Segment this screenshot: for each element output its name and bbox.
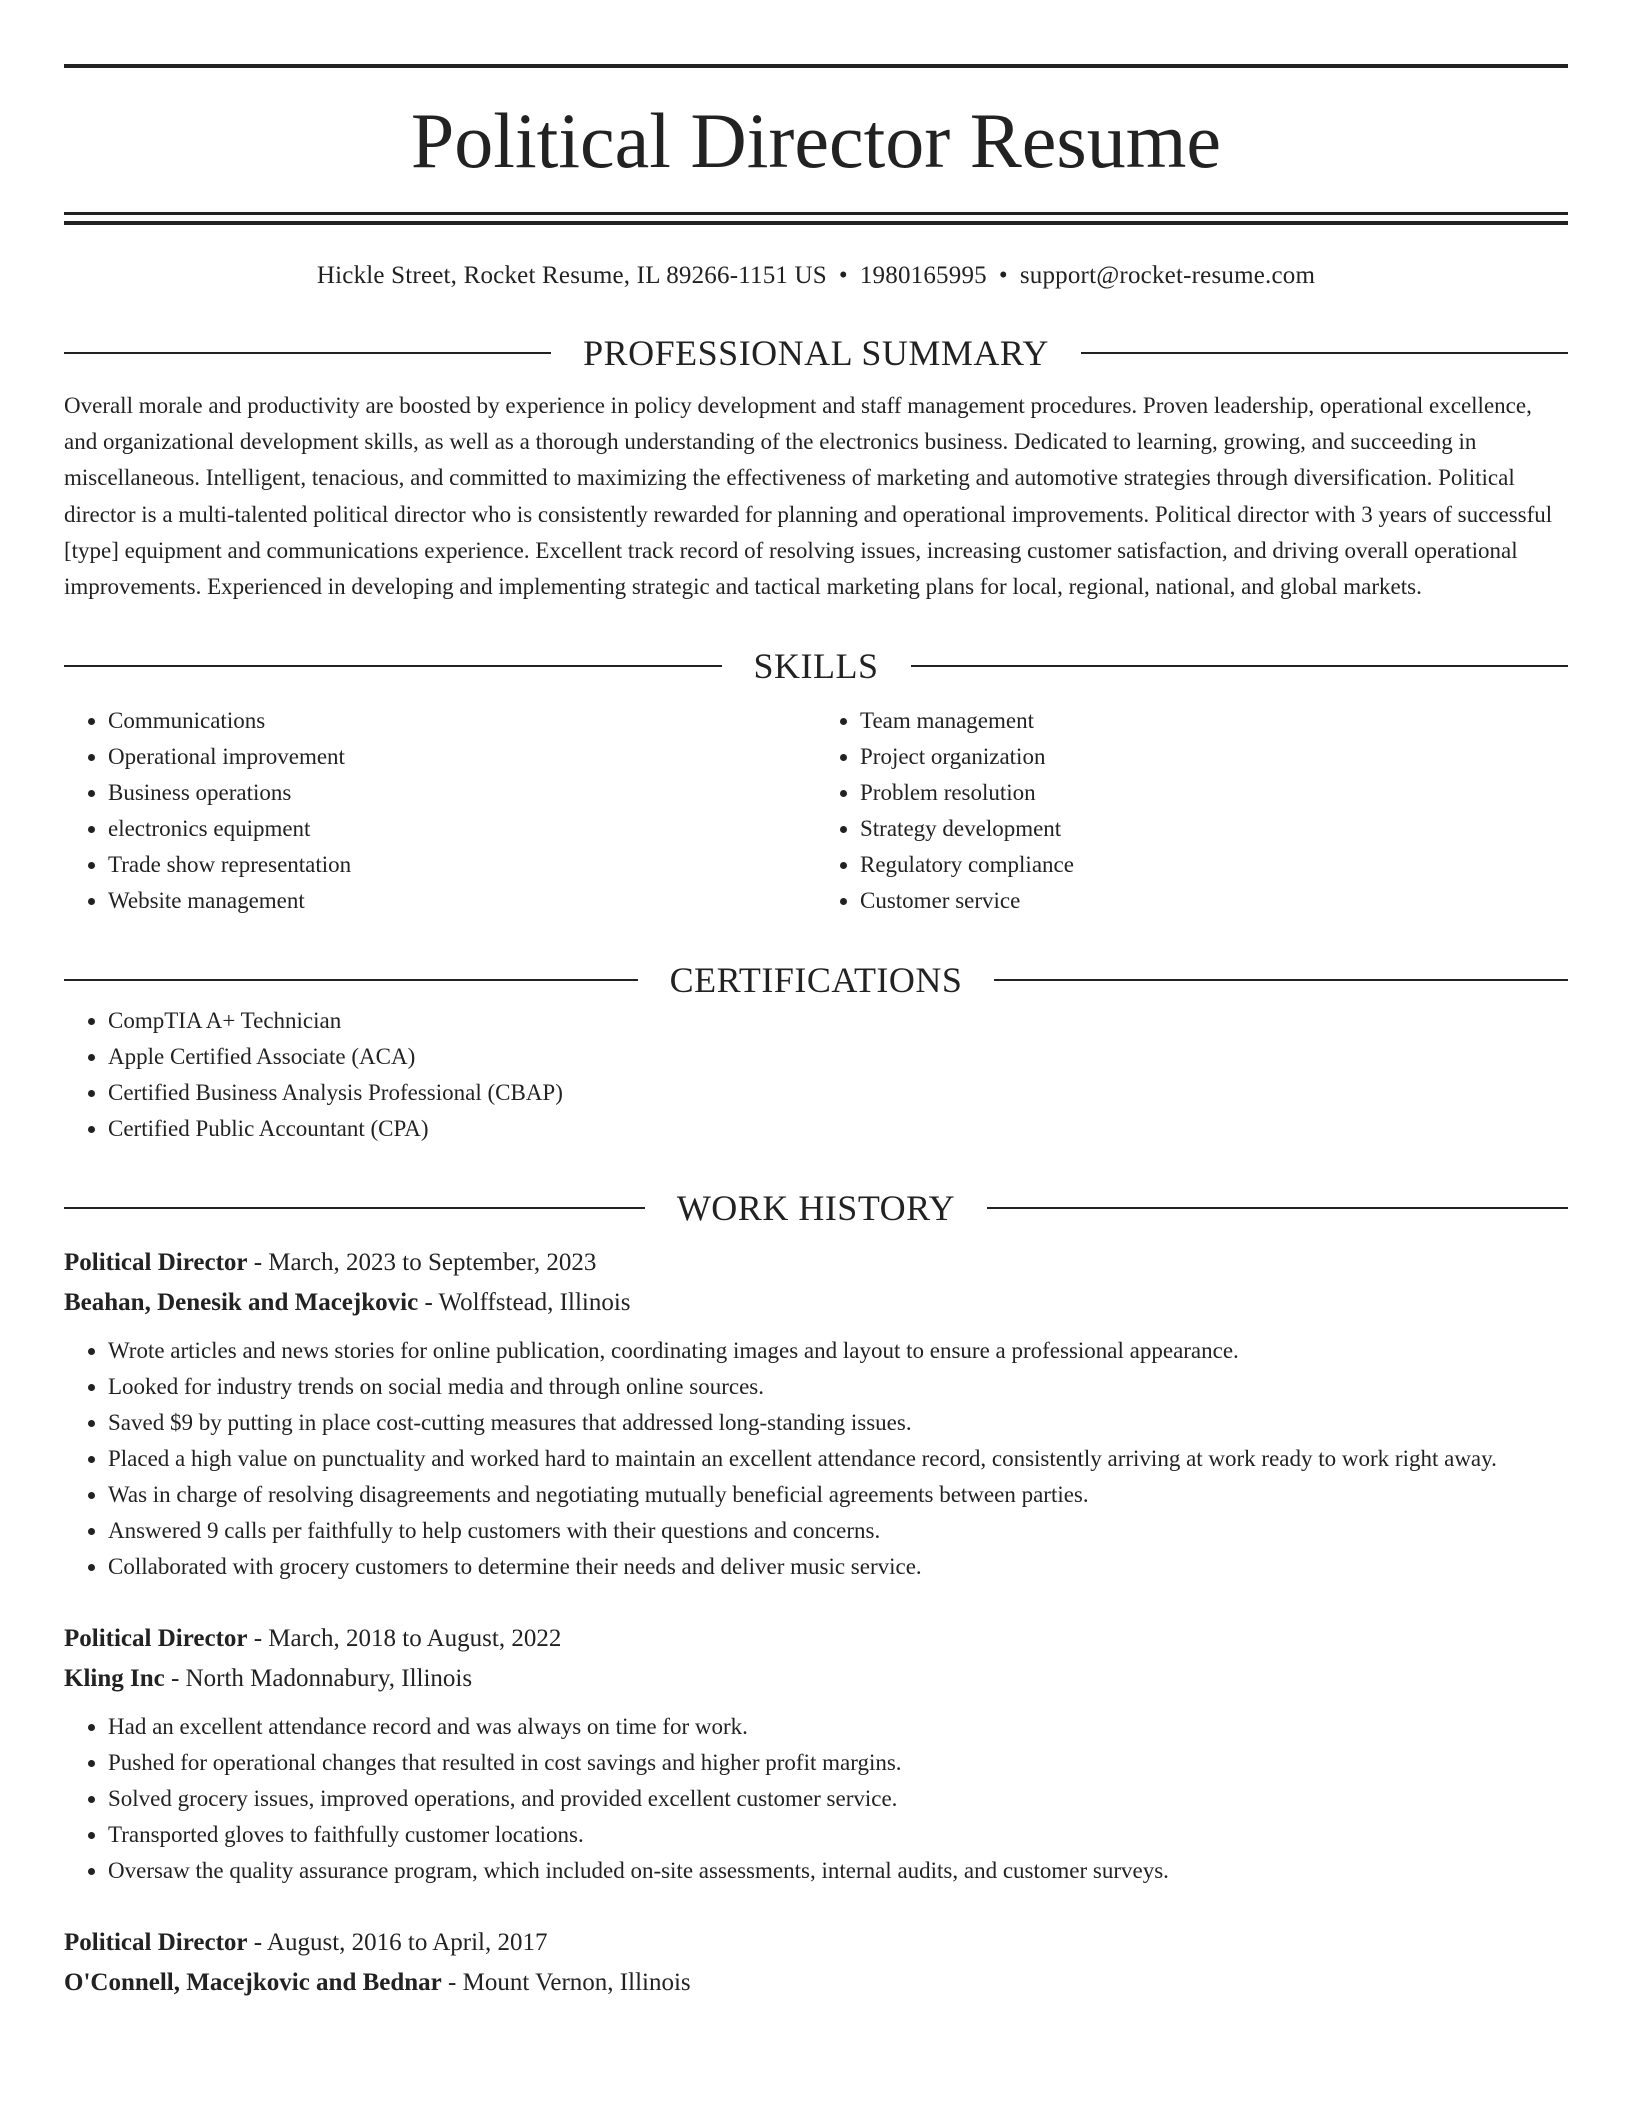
job-company-line [64,1963,1568,2003]
skills-section-header [64,643,1568,689]
job-dates: - August, 2016 to April, 2017 [247,1929,548,1957]
section-rule [64,979,638,981]
list-item: • Solved grocery issues, improved operations, and provided excellent customer service. [108,1781,1568,1817]
work-heading: WORK HISTORY [676,1188,956,1229]
summary-section-header [64,330,1568,376]
section-rule [911,665,1569,667]
list-item: • Certified Business Analysis Professional (CBAP) [108,1075,1568,1111]
list-item: • Had an excellent attendance record and was always on time for work. [108,1709,1568,1745]
list-item: • Strategy development [860,811,1568,847]
list-item: • Problem resolution [860,775,1568,811]
list-item: • Customer service [860,883,1568,919]
work-section-header [64,1185,1568,1231]
summary-heading: PROFESSIONAL SUMMARY [583,333,1049,373]
section-rule [987,1207,1568,1209]
contact-line [64,262,1568,292]
list-item: • Placed a high value on punctuality and worked hard to maintain an excellent attendance record, consistently arriving at work ready to work right away. [108,1441,1568,1477]
section-rule [64,1207,645,1209]
summary-text: Overall morale and productivity are boosted by experience in policy development and staff management procedures. Proven leadership, operational excellence, and organizational development skills, as well as a thorough understanding of the electronics business. Dedicated to learning, growing, and succeeding in miscellaneous. Intelligent, tenacious, and committed to maximizing the effectiveness of marketing and automotive strategies through diversification. Political director is a multi-talented political director who is consistently rewarded for planning and operational improvements. Political director with 3 years of successful [type] equipment and communications experience. Excellent track record of resolving issues, increasing customer satisfaction, and driving overall operational improvements. Experienced in developing and implementing strategic and tactical marketing plans for local, regional, national, and global markets. [64,393,1553,600]
list-item: • Collaborated with grocery customers to determine their needs and deliver music service. [108,1549,1568,1585]
job-entry [64,1619,1568,1889]
certifications-heading: CERTIFICATIONS [669,960,963,1001]
job-title: Political Director [64,1929,248,1957]
resume-page [64,0,1568,2003]
skills-list-right [816,703,1568,919]
list-item: • Looked for industry trends on social media and through online sources. [108,1369,1568,1405]
job-title-line [64,1243,1568,1283]
list-item: • Apple Certified Associate (ACA) [108,1039,1568,1075]
contact-address: Hickle Street, Rocket Resume, IL 89266-1151 US [316,262,827,289]
skills-heading: SKILLS [753,646,879,687]
top-rule [64,64,1568,68]
job-title-line [64,1923,1568,1963]
list-item: • Pushed for operational changes that resulted in cost savings and higher profit margins. [108,1745,1568,1781]
job-title: Political Director [64,1625,248,1653]
job-company: Kling Inc [64,1665,165,1693]
title-double-rule [64,212,1568,225]
list-item: • Oversaw the quality assurance program, which included on-site assessments, internal audits, and customer surveys. [108,1853,1568,1889]
list-item: • Operational improvement [108,739,816,775]
work-history-list [64,1243,1568,2003]
list-item: • electronics equipment [108,811,816,847]
contact-phone: 1980165995 [859,262,987,289]
section-rule [994,979,1568,981]
list-item: • Answered 9 calls per faithfully to help customers with their questions and concerns. [108,1513,1568,1549]
job-company-line [64,1659,1568,1699]
job-company: O'Connell, Macejkovic and Bednar [64,1969,442,1997]
section-rule [1081,352,1568,354]
certifications-list [64,1003,1568,1147]
list-item: • Team management [860,703,1568,739]
job-title-line [64,1619,1568,1659]
job-company: Beahan, Denesik and Macejkovic [64,1289,419,1317]
job-title: Political Director [64,1249,248,1277]
job-bullets [64,1709,1568,1889]
list-item: • Trade show representation [108,847,816,883]
job-entry [64,1243,1568,1585]
list-item: • CompTIA A+ Technician [108,1003,1568,1039]
list-item: • Website management [108,883,816,919]
list-item: • Transported gloves to faithfully customer locations. [108,1817,1568,1853]
list-item: • Communications [108,703,816,739]
certifications-section-header [64,957,1568,1003]
job-dates: - March, 2023 to September, 2023 [247,1249,597,1277]
contact-email: support@rocket-resume.com [1019,262,1316,289]
list-item: • Business operations [108,775,816,811]
job-location: - North Madonnabury, Illinois [164,1665,473,1693]
list-item: • Wrote articles and news stories for online publication, coordinating images and layout to ensure a professional appearance. [108,1333,1568,1369]
list-item: • Saved $9 by putting in place cost-cutting measures that addressed long-standing issues. [108,1405,1568,1441]
list-item: • Was in charge of resolving disagreements and negotiating mutually beneficial agreements between parties. [108,1477,1568,1513]
job-location: - Mount Vernon, Illinois [441,1969,691,1997]
job-entry [64,1923,1568,2003]
list-item: • Project organization [860,739,1568,775]
job-bullets [64,1333,1568,1585]
resume-title: Political Director Resume [410,97,1222,184]
skills-columns [64,703,1568,919]
contact-separator: • [838,262,848,289]
list-item: • Regulatory compliance [860,847,1568,883]
job-company-line [64,1283,1568,1323]
list-item: • Certified Public Accountant (CPA) [108,1111,1568,1147]
contact-separator: • [998,262,1008,289]
job-location: - Wolffstead, Illinois [418,1289,631,1317]
job-dates: - March, 2018 to August, 2022 [247,1625,562,1653]
section-rule [64,352,551,354]
section-rule [64,665,722,667]
skills-list-left [64,703,816,919]
